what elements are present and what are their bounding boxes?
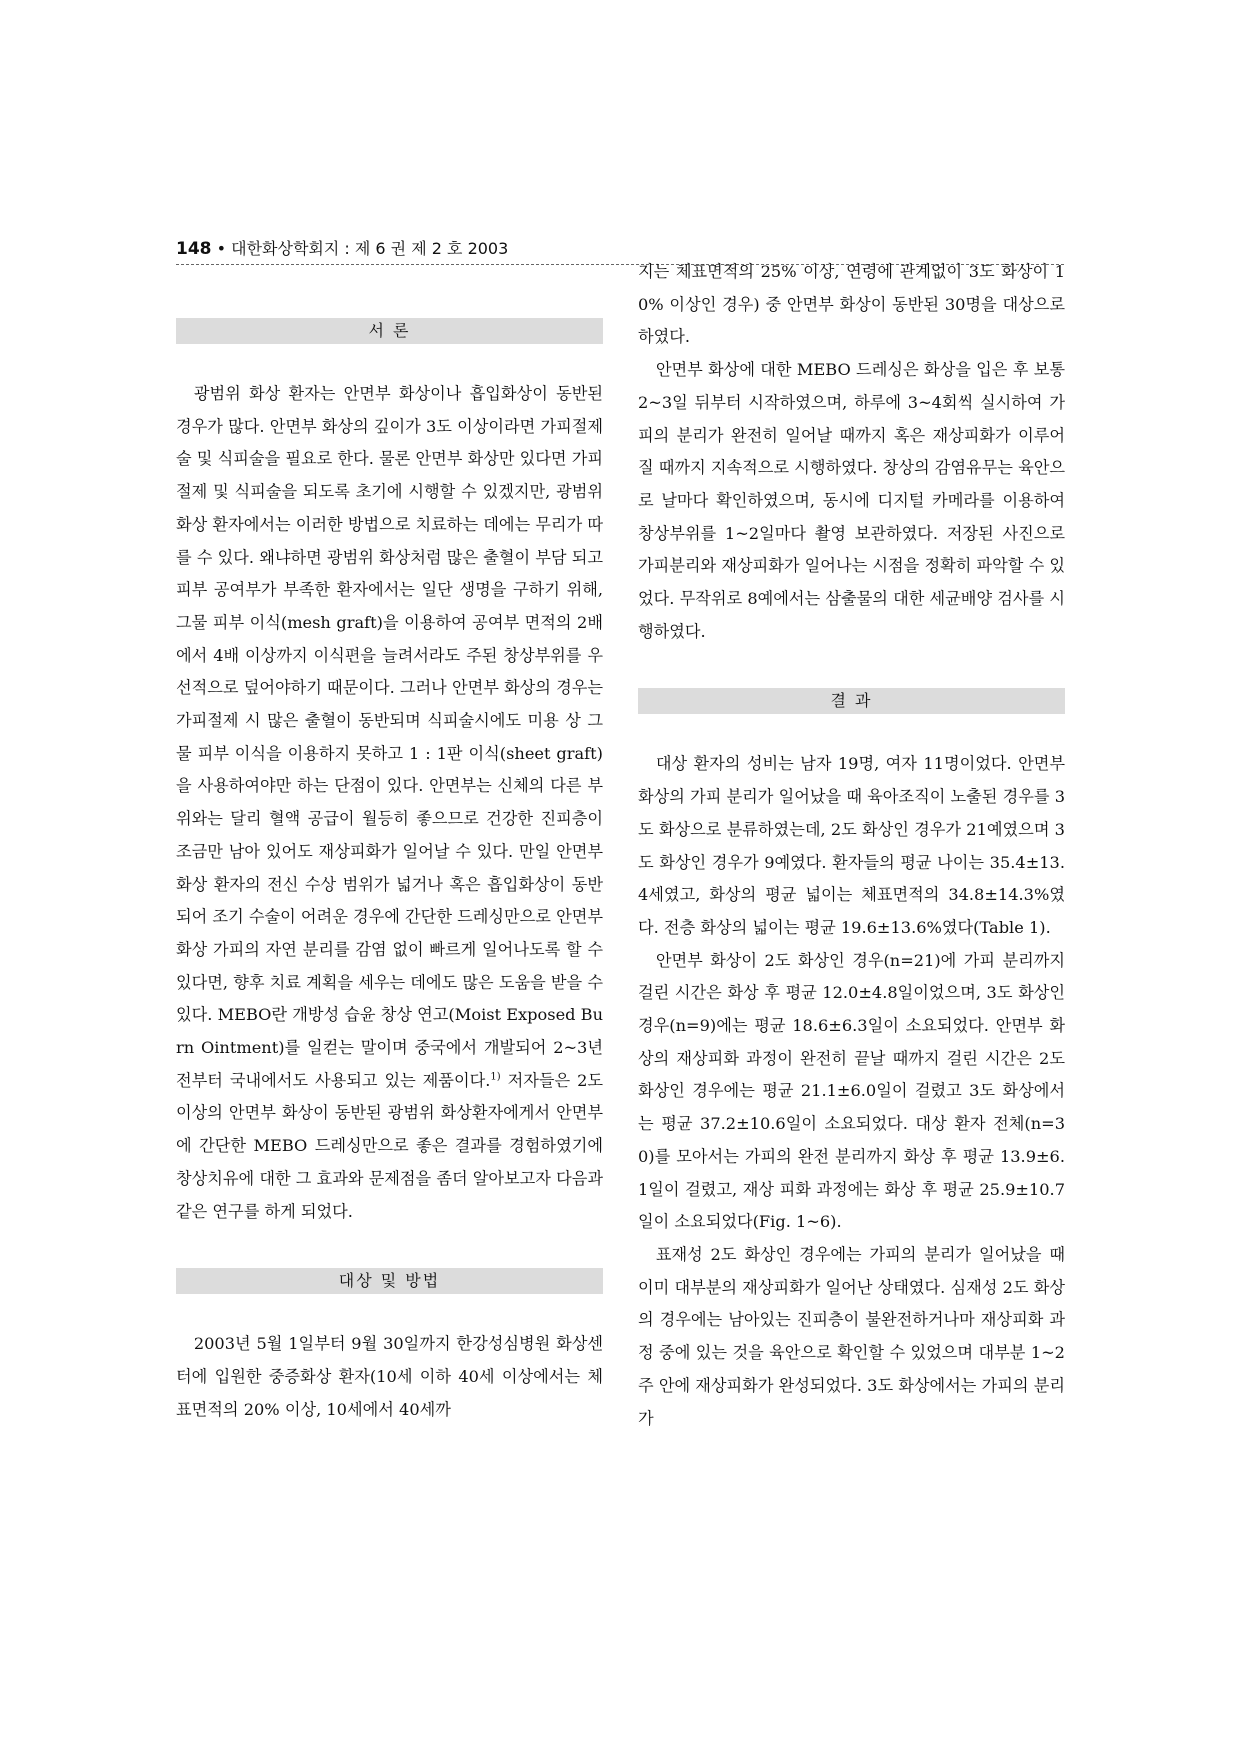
methods-paragraph-2: 안면부 화상에 대한 MEBO 드레싱은 화상을 입은 후 보통 2~3일 뒤부터 시작하였으며, 하루에 3~4회씩 실시하여 가피의 분리가 완전히 일어날 때까지 혹은 재상피화가 이루어 질 때까지 지속적으로 시행하였다. 창상의 감염유무는 육안으로 날마다 확인하였으며, 동시에 디지털 카메라를 이용하여 창상부위를 1~2일마다 촬영 보관하였다. 저장된 사진으로 가피분리와 재상피화가 일어나는 시점을 정확히 파악할 수 있었다. 무작위로 8예에서는 삼출물의 대한 세균배양 검사를 시행하였다. <box>638 360 1065 641</box>
section-heading-introduction: 서 론 <box>176 318 603 344</box>
page-number: 148 <box>176 239 212 259</box>
section-heading-results: 결 과 <box>638 688 1065 714</box>
introduction-paragraph <box>176 378 603 1228</box>
results-paragraph-2: 안면부 화상이 2도 화상인 경우(n=21)에 가피 분리까지 걸린 시간은 화상 후 평균 12.0±4.8일이었으며, 3도 화상인 경우(n=9)에는 평균 18.6±6.3일이 소요되었다. 안면부 화상의 재상피화 과정이 완전히 끝날 때까지 걸린 시간은 2도 화상인 경우에는 평균 21.1±6.0일이 걸렸고 3도 화상에서는 평균 37.2±10.6일이 소요되었다. 대상 환자 전체(n=30)를 모아서는 가피의 완전 분리까지 화상 후 평균 13.9±6.1일이 걸렸고, 재상 피화 과정에는 화상 후 평균 25.9±10.7일이 소요되었다(Fig. 1~6). <box>638 950 1065 1232</box>
left-column <box>176 276 603 1426</box>
right-column <box>638 256 1065 1435</box>
reference-marker: 1) <box>490 1071 501 1083</box>
introduction-text-tail: 저자들은 2도 이상의 안면부 화상이 동반된 광범위 화상환자에게서 안면부에 간단한 MEBO 드레싱만으로 좋은 결과를 경험하였기에 창상치유에 대한 그 효과와 문제점을 좀더 알아보고자 다음과 같은 연구를 하게 되었다. <box>176 1070 603 1221</box>
methods-paragraph-1: 2003년 5월 1일부터 9월 30일까지 한강성심병원 화상센터에 입원한 중증화상 환자(10세 이하 40세 이상에서는 체표면적의 20% 이상, 10세에서 40세까 <box>176 1334 603 1419</box>
section-heading-methods: 대상 및 방법 <box>176 1268 603 1294</box>
journal-title: • 대한화상학회지 : 제 6 권 제 2 호 2003 <box>216 239 509 258</box>
results-paragraph-1: 대상 환자의 성비는 남자 19명, 여자 11명이었다. 안면부 화상의 가피 분리가 일어났을 때 육아조직이 노출된 경우를 3도 화상으로 분류하였는데, 2도 화상인 경우가 21예였으며 3도 화상인 경우가 9예였다. 환자들의 평균 나이는 35.4±13.4세였고, 화상의 평균 넓이는 체표면적의 34.8±14.3%였다. 전층 화상의 넓이는 평균 19.6±13.6%였다(Table 1). <box>638 754 1065 937</box>
introduction-text: 광범위 화상 환자는 안면부 화상이나 흡입화상이 동반된 경우가 많다. 안면부 화상의 깊이가 3도 이상이라면 가피절제술 및 식피술을 필요로 한다. 물론 안면부 화상만 있다면 가피절제 및 식피술을 되도록 초기에 시행할 수 있겠지만, 광범위 화상 환자에서는 이러한 방법으로 치료하는 데에는 무리가 따를 수 있다. 왜냐하면 광범위 화상처럼 많은 출혈이 부담 되고 피부 공여부가 부족한 환자에서는 일단 생명을 구하기 위해, 그물 피부 이식(mesh graft)을 이용하여 공여부 면적의 2배에서 4배 이상까지 이식편을 늘려서라도 주된 창상부위를 우선적으로 덮어야하기 때문이다. 그러나 안면부 화상의 경우는 가피절제 시 많은 출혈이 동반되며 식피술시에도 미용 상 그물 피부 이식을 이용하지 못하고 1 : 1판 이식(sheet graft)을 사용하여야만 하는 단점이 있다. 안면부는 신체의 다른 부위와는 달리 혈액 공급이 월등히 좋으므로 건강한 진피층이 조금만 남아 있어도 재상피화가 일어날 수 있다. 만일 안면부 화상 환자의 전신 수상 범위가 넓거나 혹은 흡입화상이 동반되어 조기 수술이 어려운 경우에 간단한 드레싱만으로 안면부 화상 가피의 자연 분리를 감염 없이 빠르게 일어나도록 할 수 있다면, 향후 치료 계획을 세우는 데에도 많은 도움을 받을 수 있다. MEBO란 개방성 습윤 창상 연고(Moist Exposed Burn Ointment)를 일컫는 말이며 중국에서 개발되어 2~3년 전부터 국내에서도 사용되고 있는 제품이다. <box>176 384 603 1090</box>
results-paragraph-3: 표재성 2도 화상인 경우에는 가피의 분리가 일어났을 때 이미 대부분의 재상피화가 일어난 상태였다. 심재성 2도 화상의 경우에는 남아있는 진피층이 불완전하거나마 재상피화 과정 중에 있는 것을 육안으로 확인할 수 있었으며 대부분 1~2주 안에 재상피화가 완성되었다. 3도 화상에서는 가피의 분리가 <box>638 1244 1065 1428</box>
methods-paragraph-1-continued: 지는 체표면적의 25% 이상, 연령에 관계없이 3도 화상이 10% 이상인 경우) 중 안면부 화상이 동반된 30명을 대상으로 하였다. <box>638 262 1065 347</box>
